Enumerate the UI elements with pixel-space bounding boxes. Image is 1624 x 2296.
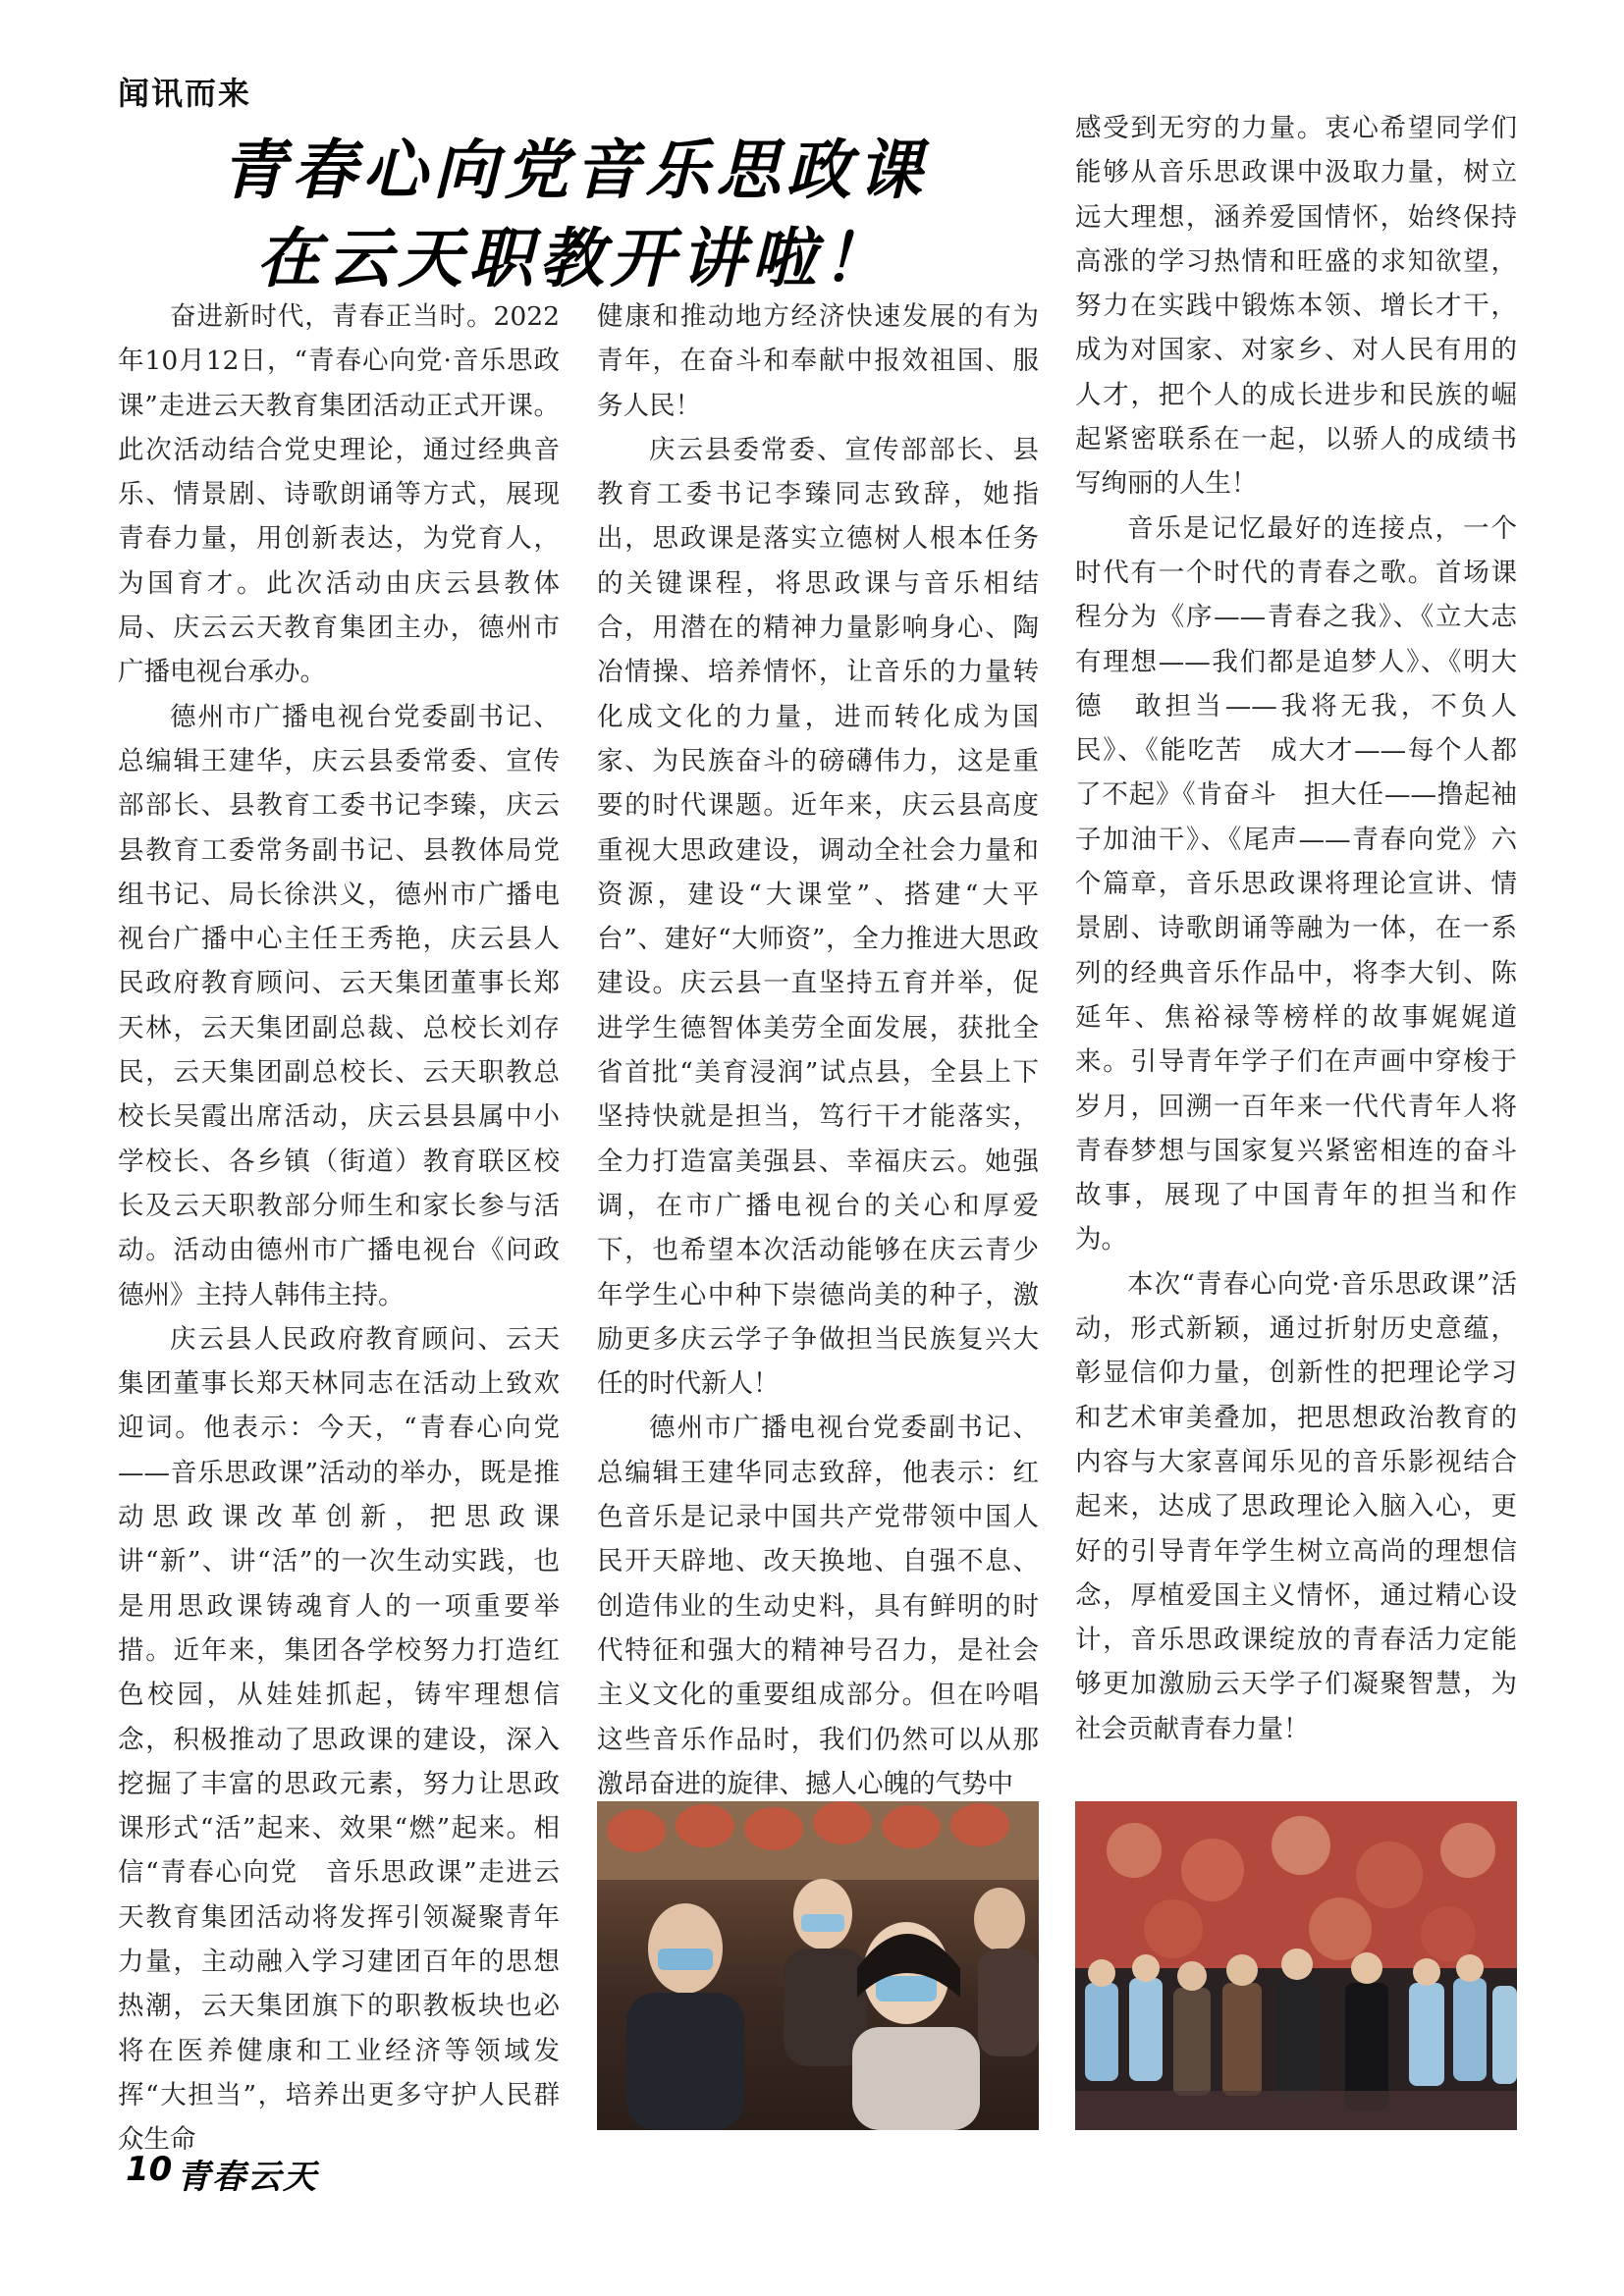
paragraph: 感受到无穷的力量。衷心希望同学们能够从音乐思政课中汲取力量，树立远大理想，涵养爱国情怀，始终保持高涨的学习热情和旺盛的求知欲望，努力在实践中锻炼本领、增长才干，成为对国家、对家乡、对人民有用的人才，把个人的成长进步和民族的崛起紧密联系在一起，以骄人的成绩书写绚丽的人生！ (1075, 113, 1517, 500)
paragraph: 音乐是记忆最好的连接点，一个时代有一个时代的青春之歌。首场课程分为《序——青春之我》、《立大志 有理想——我们都是追梦人》、《明大德 敢担当——我将无我，不负人民》、《能吃苦 成大才——每个人都了不起》《肯奋斗 担大任——撸起袖子加油干》、《尾声——青春向党》六个篇章，音乐思政课将理论宣讲、情景剧、诗歌朗诵等融为一体，在一系列的经典音乐作品中，将李大钊、陈延年、焦裕禄等榜样的故事娓娓道来。引导青年学子们在声画中穿梭于岁月，回溯一百年来一代代青年人将青春梦想与国家复兴紧密相连的奋斗故事，展现了中国青年的担当和作为。 (1075, 512, 1543, 1255)
article-title (177, 126, 972, 302)
section-label: 闻讯而来 (118, 75, 252, 112)
stage-performance-photo (1075, 1801, 1517, 2130)
paragraph: 庆云县人民政府教育顾问、云天集团董事长郑天林同志在活动上致欢迎词。他表示：今天，“青春心向党——音乐思政课”活动的举办，既是推动思政课改革创新，把思政课讲“新”、讲“活”的一次生动实践，也是用思政课铸魂育人的一项重要举措。近年来，集团各学校努力打造红色校园，从娃娃抓起，铸牢理想信念，积极推动了思政课的建设，深入挖掘了丰富的思政元素，努力让思政课形式“活”起来、效果“燃”起来。相信“青春心向党 音乐思政课”走进云天教育集团活动将发挥引领凝聚青年力量，主动融入学习建团百年的思想热潮，云天集团旗下的职教板块也必将在医养健康和工业经济等领域发挥“大担当”，培养出更多守护人民群众生命 (118, 1323, 560, 2156)
paragraph: 德州市广播电视台党委副书记、总编辑王建华同志致辞，他表示：红色音乐是记录中国共产党带领中国人民开天辟地、改天换地、自强不息、创造伟业的生动史料，具有鲜明的时代特征和强大的精神号召力，是社会主义文化的重要组成部分。但在吟唱这些音乐作品时，我们仍然可以从那激昂奋进的旋律、撼人心魄的气势中 (597, 1413, 1039, 1799)
audience-members (626, 1879, 1039, 2130)
text-column-1 (118, 294, 560, 2162)
paragraph: 德州市广播电视台党委副书记、总编辑王建华，庆云县委常委、宣传部部长、县教育工委书记李臻，庆云县教育工委常务副书记、县教体局党组书记、局长徐洪义，德州市广播电视台广播中心主任王秀艳，庆云县人民政府教育顾问、云天集团董事长郑天林，云天集团副总裁、总校长刘存民，云天集团副总校长、云天职教总校长吴霞出席活动，庆云县县属中小学校长、各乡镇（街道）教育联区校长及云天职教部分师生和家长参与活动。活动由德州市广播电视台《问政德州》主持人韩伟主持。 (118, 701, 560, 1310)
magazine-name: 青春云天 (177, 2158, 318, 2197)
text-column-3 (1075, 106, 1543, 1751)
text-column-2 (597, 294, 1039, 1806)
audience-photo (597, 1801, 1039, 2130)
stage-illustration (1075, 1801, 1517, 2130)
paragraph: 本次“青春心向党·音乐思政课”活动，形式新颖，通过折射历史意蕴，彰显信仰力量，创新性的把理论学习和艺术审美叠加，把思想政治教育的内容与大家喜闻乐见的音乐影视结合起来，达成了思政理论入脑入心，更好的引导青年学生树立高尚的理想信念，厚植爱国主义情怀，通过精心设计，音乐思政课绽放的青春活力定能够更加激励云天学子们凝聚智慧，为社会贡献青春力量！ (1075, 1268, 1517, 1744)
paragraph: 庆云县委常委、宣传部部长、县教育工委书记李臻同志致辞，她指出，思政课是落实立德树人根本任务的关键课程，将思政课与音乐相结合，用潜在的精神力量影响身心、陶冶情操、培养情怀，让音乐的力量转化成文化的力量，进而转化成为国家、为民族奋斗的磅礴伟力，这是重要的时代课题。近年来，庆云县高度重视大思政建设，调动全社会力量和资源，建设“大课堂”、搭建“大平台”、建好“大师资”，全力推进大思政建设。庆云县一直坚持五育并举，促进学生德智体美劳全面发展，获批全省首批“美育浸润”试点县，全县上下坚持快就是担当，笃行干才能落实，全力打造富美强县、幸福庆云。她强调，在市广播电视台的关心和厚爱下，也希望本次活动能够在庆云青少年学生心中种下崇德尚美的种子，激励更多庆云学子争做担当民族复兴大任的时代新人！ (597, 434, 1039, 1400)
audience-illustration (597, 1801, 1039, 2130)
page-number: 10 (126, 2150, 173, 2189)
paragraph: 奋进新时代，青春正当时。2022年10月12日，“青春心向党·音乐思政课”走进云天教育集团活动正式开课。此次活动结合党史理论，通过经典音乐、情景剧、诗歌朗诵等方式，展现青春力量，用创新表达，为党育人，为国育才。此次活动由庆云县教体局、庆云云天教育集团主办，德州市广播电视台承办。 (118, 301, 560, 688)
title-line-1: 青春心向党音乐思政课 (221, 132, 928, 208)
paragraph: 健康和推动地方经济快速发展的有为青年，在奋斗和奉献中报效祖国、服务人民！ (597, 301, 1039, 421)
title-line-2: 在云天职教开讲啦！ (256, 220, 893, 296)
